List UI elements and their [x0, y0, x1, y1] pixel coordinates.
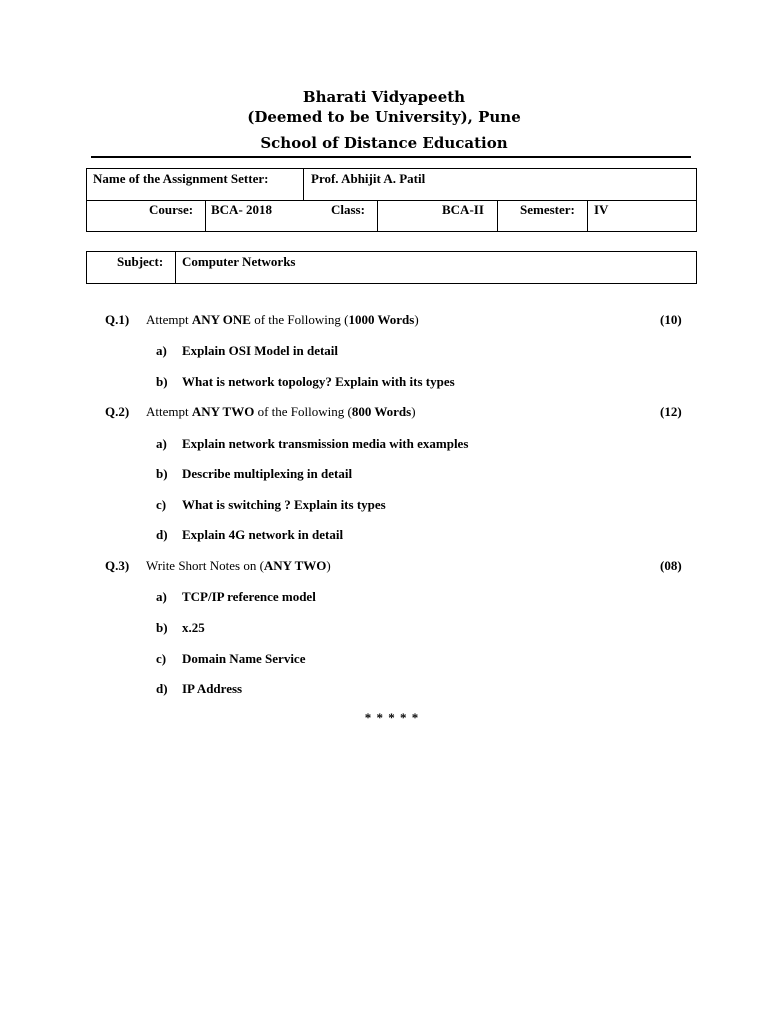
question-number: Q.1) [105, 312, 130, 327]
option-text: TCP/IP reference model [182, 589, 316, 604]
institution-name: Bharati Vidyapeeth [302, 88, 466, 106]
question-marks: (12) [660, 404, 682, 419]
table-row-divider [87, 200, 696, 201]
question-instruction: Attempt ANY TWO of the Following (800 Words) [146, 404, 416, 419]
table-col-divider [377, 200, 378, 232]
assignment-info-table [86, 168, 697, 232]
setter-label: Name of the Assignment Setter: [93, 171, 269, 186]
option-label: b) [156, 374, 168, 389]
option-text: Explain network transmission media with examples [182, 436, 469, 451]
option-label: b) [156, 620, 168, 635]
option-label: a) [156, 343, 167, 358]
option-text: Explain 4G network in detail [182, 527, 344, 542]
option-label: b) [156, 466, 168, 481]
option-text: Describe multiplexing in detail [182, 466, 353, 481]
option-label: d) [156, 527, 168, 542]
option-label: d) [156, 681, 168, 696]
subject-label: Subject: [117, 254, 164, 269]
question-instruction: Attempt ANY ONE of the Following (1000 Words) [146, 312, 419, 327]
question-instruction: Write Short Notes on (ANY TWO) [146, 558, 331, 573]
option-label: c) [156, 651, 167, 666]
option-label: a) [156, 436, 167, 451]
option-text: What is switching ? Explain its types [182, 497, 386, 512]
option-text: Explain OSI Model in detail [182, 343, 339, 358]
course-label: Course: [149, 202, 194, 217]
option-label: c) [156, 497, 167, 512]
school-name: School of Distance Education [260, 134, 508, 152]
option-text: Domain Name Service [182, 651, 306, 666]
question-marks: (08) [660, 558, 682, 573]
table-col-divider [497, 200, 498, 232]
option-text: What is network topology? Explain with its types [182, 374, 455, 389]
course-value: BCA- 2018 [211, 202, 273, 217]
subject-table [86, 251, 697, 284]
setter-value: Prof. Abhijit A. Patil [311, 171, 426, 186]
question-marks: (10) [660, 312, 682, 327]
header-divider [91, 156, 691, 158]
subject-value: Computer Networks [182, 254, 296, 269]
table-col-divider [205, 200, 206, 232]
university-name: (Deemed to be University), Pune [247, 108, 521, 126]
table-col-divider [303, 169, 304, 200]
option-label: a) [156, 589, 167, 604]
table-col-divider [587, 200, 588, 232]
class-value: BCA-II [442, 202, 484, 217]
class-label: Class: [331, 202, 365, 217]
option-text: x.25 [182, 620, 205, 635]
semester-label: Semester: [520, 202, 575, 217]
question-number: Q.2) [105, 404, 130, 419]
semester-value: IV [594, 202, 609, 217]
option-text: IP Address [182, 681, 243, 696]
question-number: Q.3) [105, 558, 130, 573]
end-marker: * * * * * [364, 710, 420, 725]
table-col-divider [175, 252, 176, 283]
